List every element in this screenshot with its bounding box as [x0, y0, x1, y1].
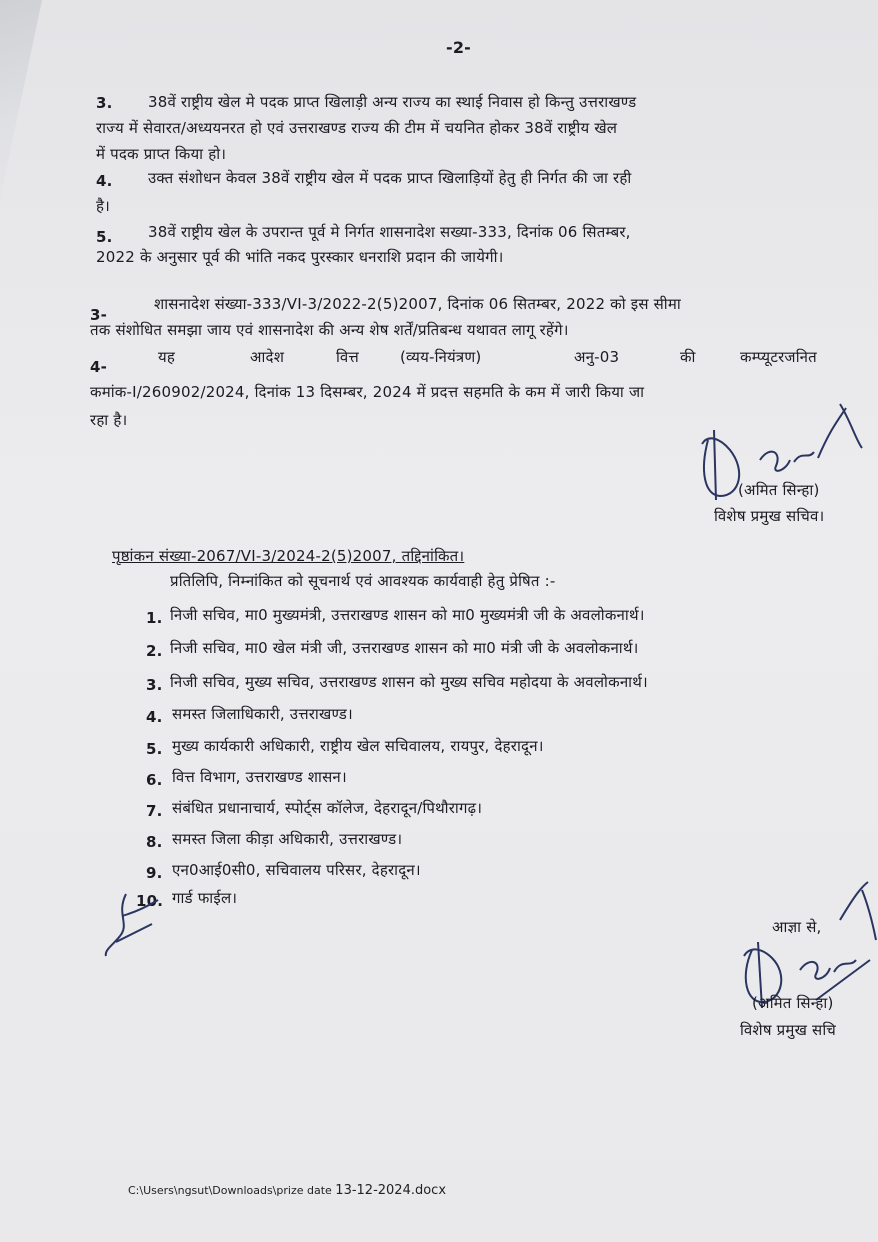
file-path: C:\Users\ngsut\Downloads\prize date: [128, 1184, 332, 1197]
page-fold-shadow: [0, 0, 60, 200]
point-3-line-2: राज्य में सेवारत/अध्ययनरत हो एवं उत्तराखण्ड राज्य की टीम में चयनित होकर 38वें राष्ट्रीय खेल: [96, 119, 618, 137]
copy-item-2-number: 2.: [146, 642, 163, 660]
copy-item-6-number: 6.: [146, 771, 163, 789]
point-5-line-1: 38वें राष्ट्रीय खेल के उपरान्त पूर्व मे निर्गत शासनादेश सख्या-333, दिनांक 06 सितम्बर,: [148, 223, 631, 241]
point-3-line-1: 38वें राष्ट्रीय खेल मे पदक प्राप्त खिलाड़ी अन्य राज्य का स्थाई निवास हो किन्तु उत्तराखण्ड: [148, 93, 637, 111]
signatory-1-designation: विशेष प्रमुख सचिव।: [714, 507, 825, 525]
copy-item-5-number: 5.: [146, 740, 163, 758]
para-4-word-4: (व्यय-नियंत्रण): [400, 348, 482, 366]
signatory-2-name: (अमित सिन्हा): [752, 994, 834, 1012]
copy-item-4-number: 4.: [146, 708, 163, 726]
point-5-number: 5.: [96, 228, 113, 246]
copy-item-10-text: गार्ड फाईल।: [172, 889, 238, 907]
point-5-line-2: 2022 के अनुसार पूर्व की भांति नकद पुरस्कार धनराशि प्रदान की जायेगी।: [96, 248, 504, 266]
file-name: 13-12-2024.docx: [335, 1183, 447, 1198]
signatory-1-name: (अमित सिन्हा): [738, 481, 820, 499]
initials-mark: [96, 884, 176, 964]
copy-item-10-number: 10.: [136, 892, 164, 910]
para-3-line-2: तक संशोधित समझा जाय एवं शासनादेश की अन्य शेष शर्तें/प्रतिबन्ध यथावत लागू रहेंगे।: [90, 321, 569, 339]
para-4-word-6: की: [680, 348, 696, 366]
point-3-line-3: में पदक प्राप्त किया हो।: [96, 145, 227, 163]
signatory-2-designation: विशेष प्रमुख सचि: [740, 1021, 836, 1039]
para-4-word-2: आदेश: [250, 348, 285, 366]
point-3-number: 3.: [96, 94, 113, 112]
copy-item-8-number: 8.: [146, 833, 163, 851]
para-4-word-3: वित्त: [336, 348, 359, 366]
copy-item-9-text: एन0आई0सी0, सचिवालय परिसर, देहरादून।: [172, 861, 421, 879]
copy-item-7-number: 7.: [146, 802, 163, 820]
para-4-word-5: अनु-03: [574, 348, 620, 366]
by-order-text: आज्ञा से,: [772, 918, 822, 936]
copy-item-3-text: निजी सचिव, मुख्य सचिव, उत्तराखण्ड शासन को मुख्य सचिव महोदया के अवलोकनार्थ।: [170, 673, 648, 691]
para-4-number: 4-: [90, 358, 108, 376]
endorsement-intro: प्रतिलिपि, निम्नांकित को सूचनार्थ एवं आवश्यक कार्यवाही हेतु प्रेषित :-: [170, 572, 556, 590]
para-3-number: 3-: [90, 306, 108, 324]
para-3-line-1: शासनादेश संख्या-333/VI-3/2022-2(5)2007, दिनांक 06 सितम्बर, 2022 को इस सीमा: [154, 295, 681, 313]
copy-item-1-number: 1.: [146, 609, 163, 627]
para-4-word-7: कम्प्यूटरजनित: [740, 348, 817, 366]
para-4-line-3: रहा है।: [90, 411, 128, 429]
copy-item-1-text: निजी सचिव, मा0 मुख्यमंत्री, उत्तराखण्ड शासन को मा0 मुख्यमंत्री जी के अवलोकनार्थ।: [170, 606, 645, 624]
copy-item-9-number: 9.: [146, 864, 163, 882]
copy-item-5-text: मुख्य कार्यकारी अधिकारी, राष्ट्रीय खेल सचिवालय, रायपुर, देहरादून।: [172, 737, 544, 755]
copy-item-7-text: संबंधित प्रधानाचार्य, स्पोर्ट्स कॉलेज, देहरादून/पिथौरागढ़।: [172, 799, 483, 817]
point-4-line-2: है।: [96, 197, 111, 215]
endorsement-number: पृष्ठांकन संख्या-2067/VI-3/2024-2(5)2007, तद्दिनांकित।: [112, 547, 465, 565]
copy-item-4-text: समस्त जिलाधिकारी, उत्तराखण्ड।: [172, 705, 353, 723]
para-4-line-2: कमांक-I/260902/2024, दिनांक 13 दिसम्बर, 2024 में प्रदत्त सहमति के कम में जारी किया जा: [90, 383, 645, 401]
point-4-line-1: उक्त संशोधन केवल 38वें राष्ट्रीय खेल में पदक प्राप्त खिलाड़ियों हेतु ही निर्गत की जा रही: [148, 169, 632, 187]
copy-item-6-text: वित्त विभाग, उत्तराखण्ड शासन।: [172, 768, 347, 786]
para-4-word-1: यह: [158, 348, 176, 366]
copy-item-3-number: 3.: [146, 676, 163, 694]
point-4-number: 4.: [96, 172, 113, 190]
copy-item-8-text: समस्त जिला कीड़ा अधिकारी, उत्तराखण्ड।: [172, 830, 403, 848]
page-number: -2-: [446, 38, 472, 57]
copy-item-2-text: निजी सचिव, मा0 खेल मंत्री जी, उत्तराखण्ड शासन को मा0 मंत्री जी के अवलोकनार्थ।: [170, 639, 639, 657]
file-path-footer: [128, 1183, 446, 1198]
